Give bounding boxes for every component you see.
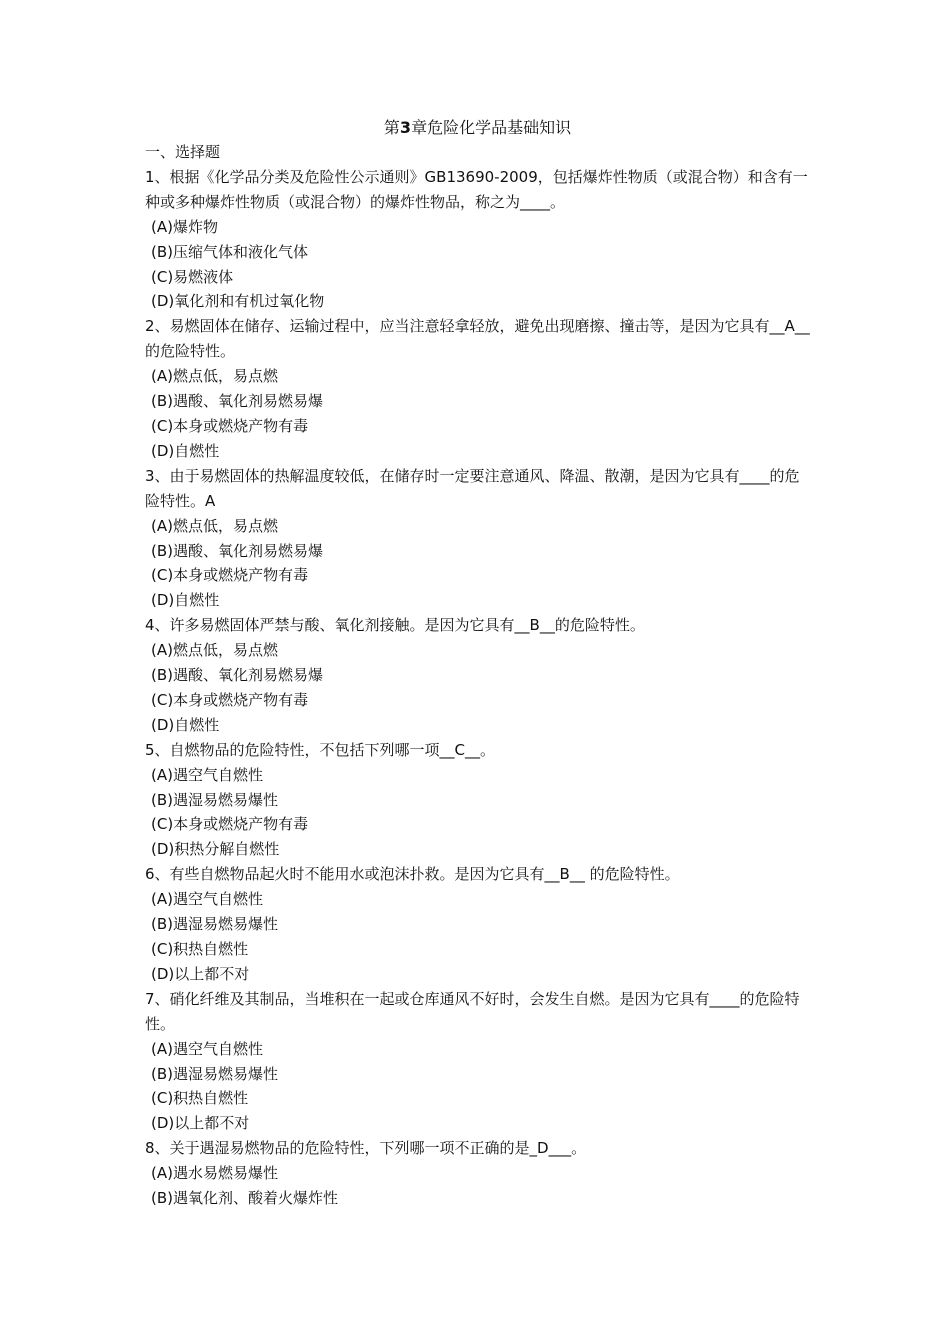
question-4 [145, 613, 810, 738]
option-a: (A)遇空气自燃性 [151, 890, 263, 909]
option-d: (D)氧化剂和有机过氧化物 [151, 292, 325, 311]
option-a: (A)燃点低，易点燃 [151, 367, 278, 386]
question-text: 4、许多易燃固体严禁与酸、氧化剂接触。是因为它具有__B__的危险特性。 [145, 616, 645, 635]
option-d: (D)自燃性 [151, 441, 220, 460]
section-heading: 一、选择题 [145, 143, 221, 161]
question-7 [145, 987, 810, 1136]
question-8 [145, 1136, 810, 1211]
option-d: (D)自燃性 [151, 715, 220, 734]
question-text: 7、硝化纤维及其制品，当堆积在一起或仓库通风不好时，会发生自燃。是因为它具有____的危险特性。 [145, 989, 800, 1033]
option-b: (B)遇湿易燃易爆性 [151, 915, 278, 934]
option-b: (B)遇酸、氧化剂易燃易爆 [151, 666, 323, 685]
option-a: (A)燃点低，易点燃 [151, 641, 278, 660]
document-page [145, 115, 810, 1211]
option-a: (A)遇水易燃易爆性 [151, 1164, 278, 1183]
question-text: 6、有些自燃物品起火时不能用水或泡沫扑救。是因为它具有__B__ 的危险特性。 [145, 865, 680, 884]
option-c: (C)本身或燃烧产物有毒 [151, 416, 309, 435]
option-a: (A)遇空气自燃性 [151, 765, 263, 784]
option-d: (D)以上都不对 [151, 964, 250, 983]
option-b: (B)遇湿易燃易爆性 [151, 1064, 278, 1083]
chapter-title [145, 115, 810, 140]
option-b: (B)遇酸、氧化剂易燃易爆 [151, 392, 323, 411]
title-suffix: 章危险化学品基础知识 [411, 118, 572, 137]
option-b: (B)压缩气体和液化气体 [151, 242, 308, 261]
question-text: 8、关于遇湿易燃物品的危险特性，下列哪一项不正确的是_D___。 [145, 1139, 587, 1158]
question-1 [145, 165, 810, 314]
question-text: 1、根据《化学品分类及危险性公示通则》GB13690-2009，包括爆炸性物质（或混合物）和含有一种或多种爆炸性物质（或混合物）的爆炸性物品，称之为____。 [145, 167, 808, 211]
option-a: (A)燃点低，易点燃 [151, 516, 278, 535]
option-a: (A)遇空气自燃性 [151, 1039, 263, 1058]
question-text: 2、易燃固体在储存、运输过程中，应当注意轻拿轻放，避免出现磨擦、撞击等，是因为它具有__A__的危险特性。 [145, 317, 810, 361]
option-b: (B)遇湿易燃易爆性 [151, 790, 278, 809]
question-5 [145, 738, 810, 863]
option-c: (C)本身或燃烧产物有毒 [151, 566, 309, 585]
option-a: (A)爆炸物 [151, 217, 218, 236]
question-6 [145, 862, 810, 987]
option-d: (D)以上都不对 [151, 1114, 250, 1133]
option-c: (C)积热自燃性 [151, 940, 249, 958]
option-c: (C)易燃液体 [151, 267, 234, 286]
option-d: (D)自燃性 [151, 591, 220, 610]
option-c: (C)积热自燃性 [151, 1089, 249, 1108]
title-prefix: 第 [383, 118, 400, 137]
option-b: (B)遇酸、氧化剂易燃易爆 [151, 541, 323, 560]
option-d: (D)积热分解自燃性 [151, 840, 280, 859]
title-number: 3 [399, 118, 412, 137]
option-b: (B)遇氧化剂、酸着火爆炸性 [151, 1189, 338, 1208]
option-c: (C)本身或燃烧产物有毒 [151, 690, 309, 709]
question-3 [145, 464, 810, 613]
question-2 [145, 314, 810, 463]
question-text: 3、由于易燃固体的热解温度较低，在储存时一定要注意通风、降温、散潮，是因为它具有____的危险特性。A [145, 466, 800, 510]
option-c: (C)本身或燃烧产物有毒 [151, 815, 309, 834]
question-text: 5、自燃物品的危险特性，不包括下列哪一项__C__。 [145, 740, 496, 759]
